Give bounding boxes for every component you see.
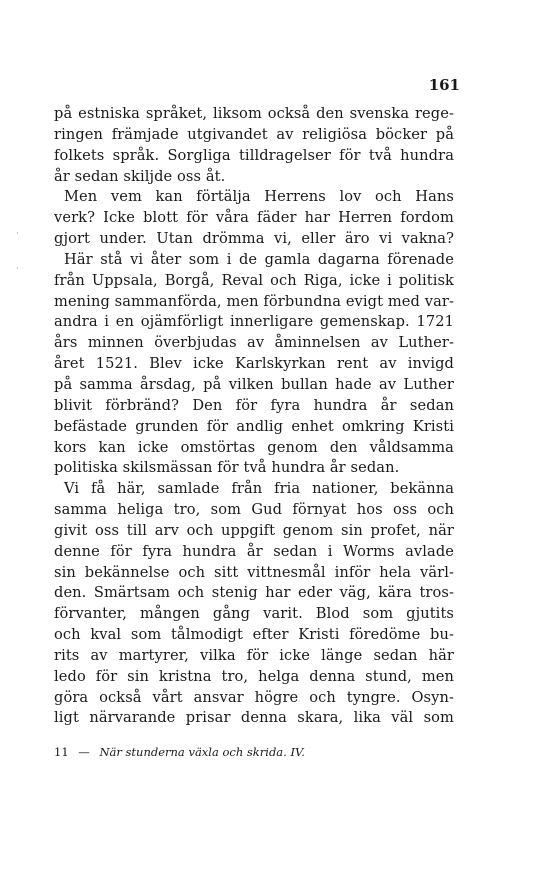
text-line: år sedan skiljde oss åt. xyxy=(54,167,226,185)
text-line: rits av martyrer, vilka för icke länge sedan här xyxy=(54,646,454,664)
text-line: ledo för sin kristna tro, helga denna stund, men xyxy=(54,667,454,685)
text-line: ligt närvarande prisar denna skara, lika väl som xyxy=(54,709,454,727)
text-line: folkets språk. Sorgliga tilldragelser för två hundra xyxy=(54,146,454,164)
margin-speck-icon: · xyxy=(16,264,19,274)
text-line: Vi få här, samlade från fria nationer, bekänna xyxy=(64,480,454,498)
footer-dash: — xyxy=(78,745,90,759)
text-line: Men vem kan förtälja Herrens lov och Hans xyxy=(64,188,454,206)
body-text xyxy=(54,104,454,729)
text-line: verk? Icke blott för våra fäder har Herren fordom xyxy=(54,209,454,227)
text-line: ringen främjade utgivandet av religiösa böcker på xyxy=(54,125,454,143)
margin-speck-icon: · xyxy=(16,229,19,239)
text-line: politiska skilsmässan för två hundra år sedan. xyxy=(54,459,400,477)
text-line: blivit förbränd? Den för fyra hundra år sedan xyxy=(54,396,454,414)
text-line: på samma årsdag, på vilken bullan hade av Luther xyxy=(54,375,454,393)
text-line: års minnen överbjudas av åminnelsen av Luther- xyxy=(54,334,454,352)
text-line: och kval som tålmodigt efter Kristi föredöme bu- xyxy=(54,626,454,644)
running-title: När stunderna växla och skrida. IV. xyxy=(99,745,305,759)
page-number: 161 xyxy=(428,76,460,94)
text-line: kors kan icke omstörtas genom den våldsamma xyxy=(54,438,454,456)
text-line: förvanter, mången gång varit. Blod som gjutits xyxy=(54,605,454,623)
text-line: året 1521. Blev icke Karlskyrkan rent av invigd xyxy=(54,355,454,373)
text-line: på estniska språket, liksom också den svenska rege- xyxy=(54,105,454,122)
text-line: mening sammanförda, men förbundna evigt med var- xyxy=(54,292,454,310)
text-line: givit oss till arv och uppgift genom sin profet, när xyxy=(54,521,454,539)
text-line: den. Smärtsam och stenig har eder väg, kära tros- xyxy=(54,584,454,602)
text-line: samma heliga tro, som Gud förnyat hos oss och xyxy=(54,501,454,519)
footer-signature-line xyxy=(54,745,454,759)
text-line: denne för fyra hundra år sedan i Worms avlade xyxy=(54,542,454,560)
text-line: befästade grunden för andlig enhet omkring Kristi xyxy=(54,417,454,435)
text-line: andra i en ojämförligt innerligare gemenskap. 1721 xyxy=(54,313,454,331)
text-line: från Uppsala, Borgå, Reval och Riga, icke i politisk xyxy=(54,271,454,289)
text-line: sin bekännelse och sitt vittnesmål inför hela värl- xyxy=(54,563,454,581)
text-line: gjort under. Utan drömma vi, eller äro vi vakna? xyxy=(54,230,454,248)
text-line: göra också vårt ansvar högre och tyngre. Osyn- xyxy=(54,688,454,706)
text-line: Här stå vi åter som i de gamla dagarna förenade xyxy=(64,250,454,268)
signature-mark: 11 xyxy=(54,745,69,759)
